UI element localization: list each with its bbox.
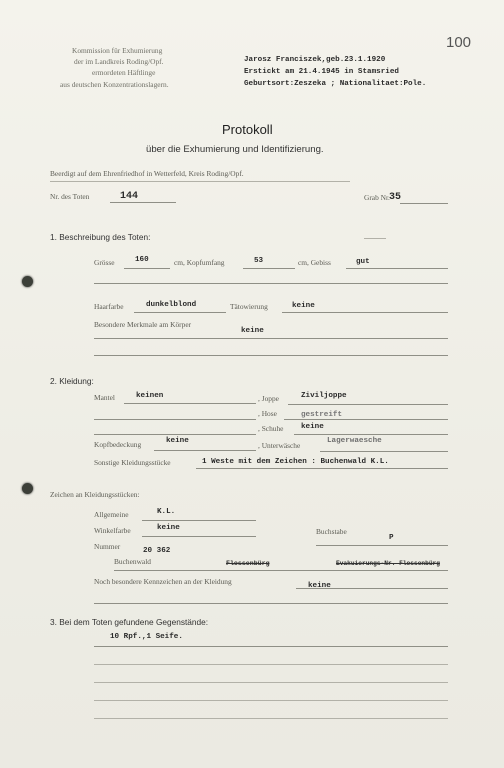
grab-label: Grab Nr.	[364, 193, 390, 202]
section1-rule-b	[94, 355, 448, 356]
gebiss-value: gut	[356, 258, 370, 266]
kopfbedeckung-value: keine	[166, 437, 189, 445]
nummer-value: 20 362	[143, 547, 171, 555]
kopfbedeckung-label: Kopfbedeckung	[94, 440, 142, 449]
section3-rule-3	[94, 682, 448, 683]
kopf-value: 53	[254, 257, 264, 265]
section3-rule-2	[94, 664, 448, 665]
kopfbedeckung-rule	[154, 450, 256, 451]
section3-rule-1	[94, 646, 448, 647]
burial-rule	[50, 181, 350, 182]
section2-heading: 2. Kleidung:	[50, 376, 94, 386]
mantel-rule	[124, 403, 256, 404]
haarfarbe-rule	[134, 312, 226, 313]
page-title: Protokoll	[222, 122, 273, 137]
section3-rule-5	[94, 718, 448, 719]
typed-birthplace-line: Geburtsort:Zeszeka ; Nationalitaet:Pole.	[244, 80, 427, 88]
merkmale-value: keine	[241, 327, 264, 335]
schuhe-left-rule	[94, 434, 256, 435]
groesse-value: 160	[135, 256, 149, 264]
typed-name-line: Jarosz Franciszek,geb.23.1.1920	[244, 56, 386, 64]
winkelfarbe-value: keine	[157, 524, 180, 532]
commission-line-3: ermordeten Häftlinge	[92, 68, 156, 77]
unterwaesche-label: , Unterwäsche	[258, 441, 301, 450]
section3-heading: 3. Bei dem Toten gefundene Gegenstände:	[50, 617, 209, 627]
commission-line-2: der im Landkreis Roding/Opf.	[74, 57, 164, 66]
mantel-label: Mantel	[94, 393, 115, 402]
joppe-rule	[288, 404, 448, 405]
joppe-label: , Joppe	[258, 394, 279, 403]
section3-rule-4	[94, 700, 448, 701]
section1-rule-a	[94, 283, 448, 284]
grab-rule	[400, 203, 448, 204]
sonstige-label: Sonstige Kleidungsstücke	[94, 458, 171, 467]
sonstige-rule	[196, 468, 448, 469]
section1-heading: 1. Beschreibung des Toten:	[50, 232, 151, 242]
commission-line-4: aus deutschen Konzentrationslagern.	[60, 80, 169, 89]
hose-rule	[284, 419, 448, 420]
zeichen-rule-bottom	[94, 603, 448, 604]
kopf-cm-label: cm, Kopfumfang	[174, 258, 225, 267]
nummer-label: Nummer	[94, 542, 121, 551]
allgemeine-rule	[142, 520, 256, 521]
burial-place: Beerdigt auf dem Ehrenfriedhof in Wetterfeld, Kreis Roding/Opf.	[50, 169, 244, 178]
winkelfarbe-rule	[142, 536, 256, 537]
taetowierung-label: Tätowierung	[230, 302, 268, 311]
gebiss-rule	[346, 268, 448, 269]
groesse-label: Grösse	[94, 258, 115, 267]
buchstabe-label: Buchstabe	[316, 527, 347, 536]
hose-value: gestreift	[301, 411, 343, 419]
flossenbuerg-struck: Flossenbürg	[226, 560, 270, 567]
nr-label: Nr. des Toten	[50, 192, 90, 201]
buchstabe-value: P	[389, 534, 394, 542]
evakuierung-struck: Evakuierungs-Nr. Flossenbürg	[336, 560, 440, 567]
grab-value: 35	[389, 192, 402, 203]
schuhe-rule	[294, 434, 448, 435]
groesse-rule	[124, 268, 170, 269]
noch-value: keine	[308, 582, 331, 590]
taetowierung-rule	[282, 312, 448, 313]
schuhe-label: , Schuhe	[258, 424, 284, 433]
kopf-rule	[243, 268, 295, 269]
nr-value: 144	[120, 191, 139, 202]
joppe-value: Ziviljoppe	[301, 392, 347, 400]
unterwaesche-rule	[320, 451, 448, 452]
allgemeine-value: K.L.	[157, 508, 176, 516]
zeichen-heading: Zeichen an Kleidungsstücken:	[50, 490, 140, 499]
taetowierung-value: keine	[292, 302, 315, 310]
noch-label: Noch besondere Kennzeichen an der Kleidung	[94, 577, 232, 586]
nr-rule	[110, 202, 176, 203]
merkmale-rule	[94, 338, 448, 339]
buchenwald-rule	[114, 570, 448, 571]
mantel-value: keinen	[136, 392, 164, 400]
buchstabe-rule	[316, 545, 448, 546]
unterwaesche-value: Lagerwaesche	[327, 437, 382, 445]
schuhe-value: keine	[301, 423, 324, 431]
page-subtitle: über die Exhumierung und Identifizierung.	[146, 144, 324, 155]
haarfarbe-label: Haarfarbe	[94, 302, 124, 311]
punch-hole-bottom	[22, 483, 33, 494]
punch-hole-top	[22, 276, 33, 287]
section3-value: 10 Rpf.,1 Seife.	[110, 633, 183, 641]
page-number: 100	[446, 34, 472, 51]
hose-left-rule	[94, 419, 256, 420]
gebiss-label: cm, Gebiss	[298, 258, 331, 267]
commission-line-1: Kommission für Exhumierung	[72, 46, 163, 55]
sonstige-value: 1 Weste mit dem Zeichen : Buchenwald K.L.	[202, 458, 389, 466]
allgemeine-label: Allgemeine	[94, 510, 129, 519]
section1-short-rule	[364, 238, 386, 239]
hose-label: , Hose	[258, 409, 277, 418]
winkelfarbe-label: Winkelfarbe	[94, 526, 131, 535]
typed-death-line: Erstickt am 21.4.1945 in Stamsried	[244, 68, 399, 76]
haarfarbe-value: dunkelblond	[146, 301, 197, 309]
merkmale-label: Besondere Merkmale am Körper	[94, 320, 192, 329]
buchenwald-label: Buchenwald	[114, 557, 151, 566]
